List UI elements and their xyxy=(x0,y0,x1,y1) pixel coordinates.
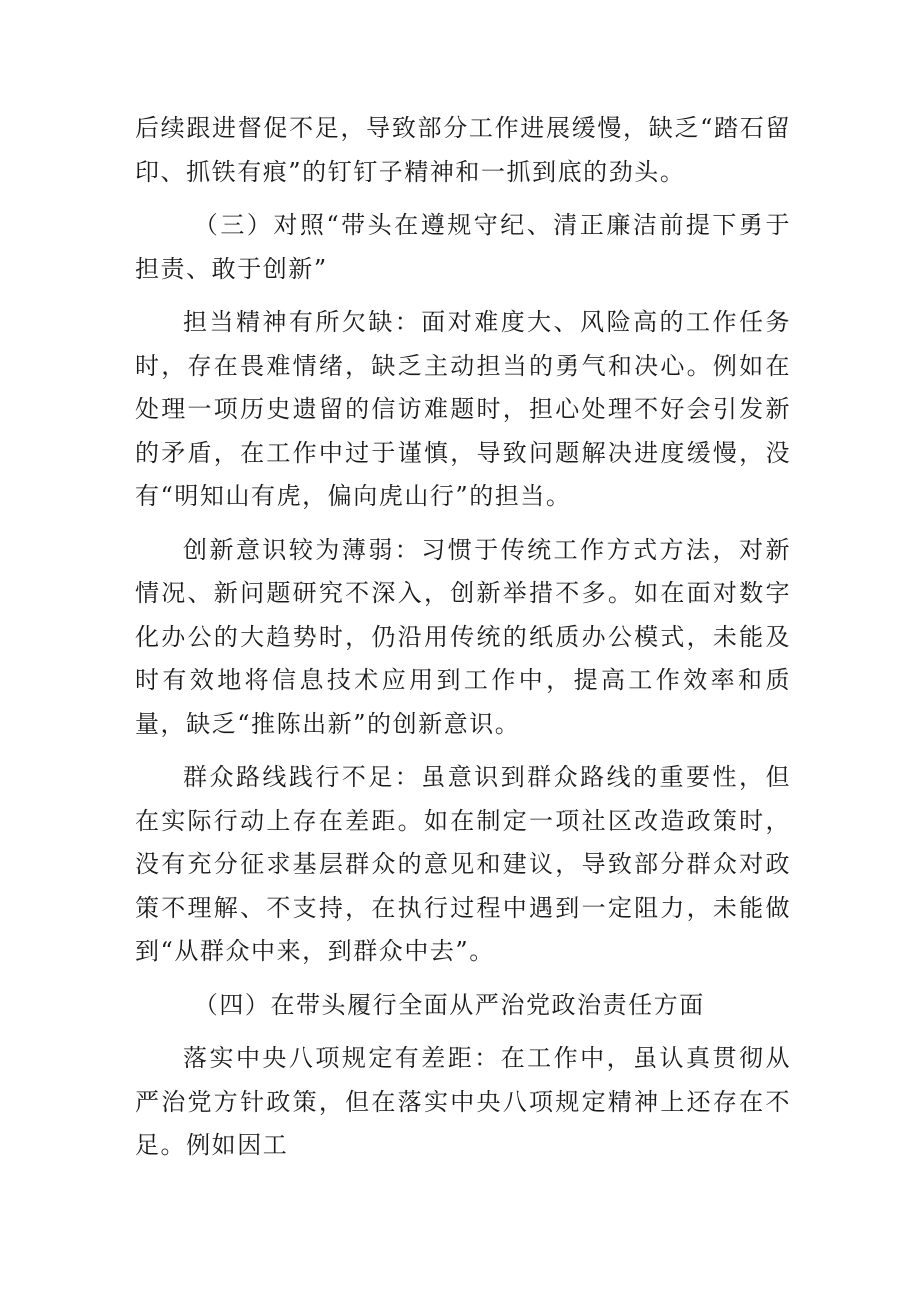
paragraph-continuation: 后续跟进督促不足，导致部分工作进展缓慢，缺乏“踏石留印、抓铁有痕”的钉钉子精神和一抓到底的劲头。 xyxy=(135,114,791,186)
section-heading-three: （三）对照“带头在遵规守纪、清正廉洁前提下勇于担责、敢于创新” xyxy=(135,211,791,283)
paragraph-mass-line: 群众路线践行不足：虽意识到群众路线的重要性，但在实际行动上存在差距。如在制定一项社区改造政策时，没有充分征求基层群众的意见和建议，导致部分群众对政策不理解、不支持，在执行过程中遇到一定阻力，未能做到“从群众中来，到群众中去”。 xyxy=(135,763,791,965)
paragraph-responsibility: 担当精神有所欠缺：面对难度大、风险高的工作任务时，存在畏难情绪，缺乏主动担当的勇气和决心。例如在处理一项历史遗留的信访难题时，担心处理不好会引发新的矛盾，在工作中过于谨慎，导致问题解决进度缓慢，没有“明知山有虎，偏向虎山行”的担当。 xyxy=(135,308,791,510)
document-body xyxy=(135,107,791,1178)
section-heading-four: （四）在带头履行全面从严治党政治责任方面 xyxy=(193,990,705,1019)
paragraph-eight-rules: 落实中央八项规定有差距：在工作中，虽认真贯彻从严治党方针政策，但在落实中央八项规定精神上还存在不足。例如因工 xyxy=(135,1044,791,1159)
paragraph-innovation: 创新意识较为薄弱：习惯于传统工作方式方法，对新情况、新问题研究不深入，创新举措不多。如在面对数字化办公的大趋势时，仍沿用传统的纸质办公模式，未能及时有效地将信息技术应用到工作中，提高工作效率和质量，缺乏“推陈出新”的创新意识。 xyxy=(135,535,791,738)
